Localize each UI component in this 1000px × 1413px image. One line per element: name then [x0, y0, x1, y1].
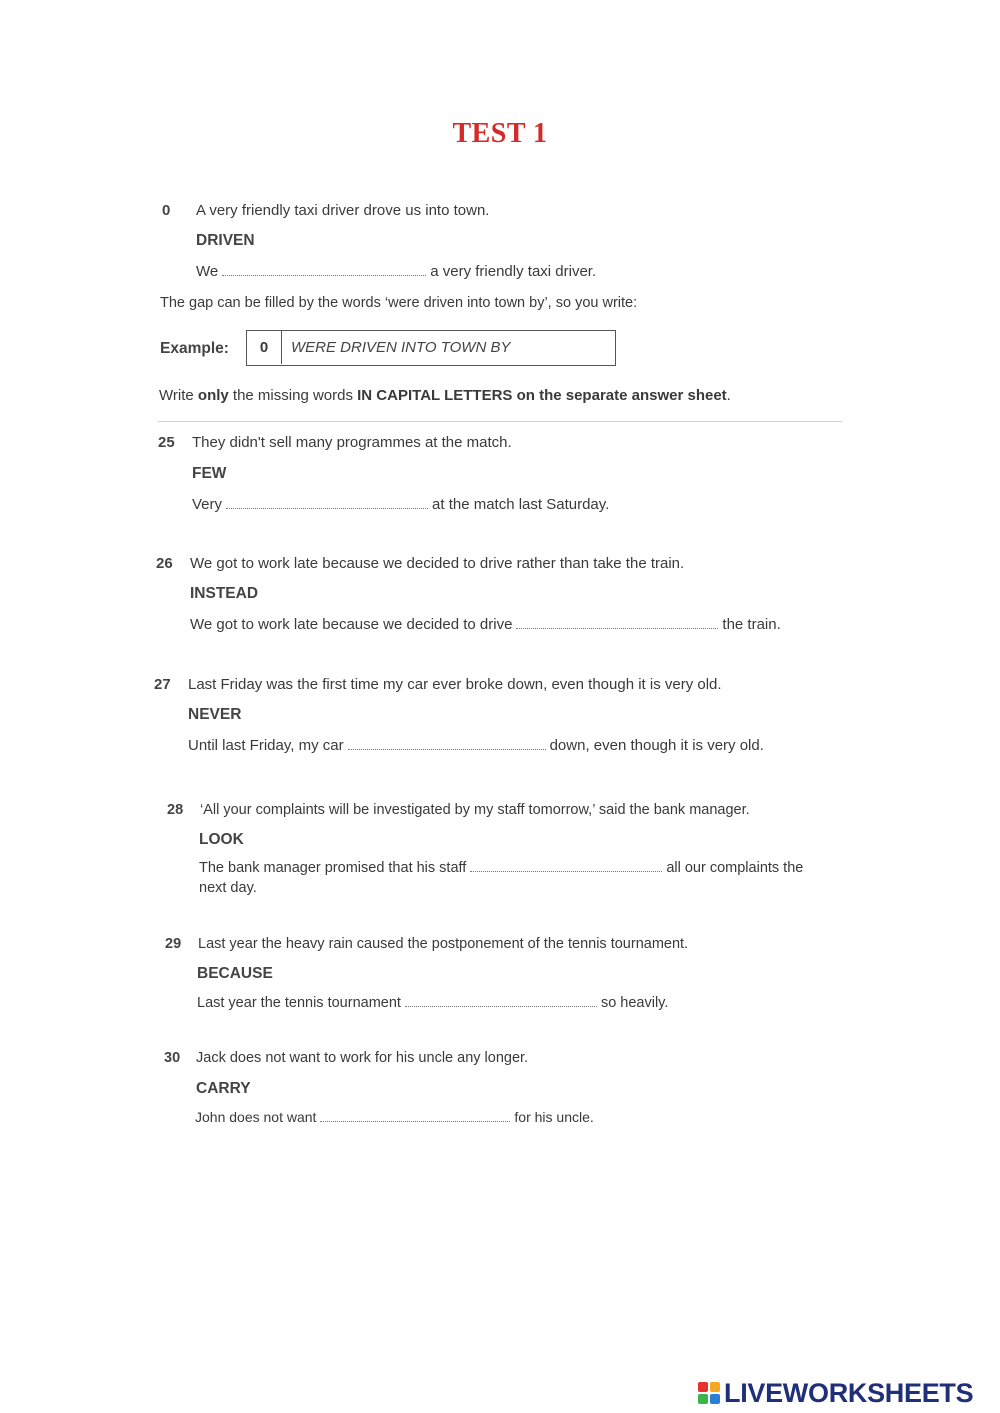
- question-sentence: We got to work late because we decided to drive rather than take the train.: [190, 555, 685, 572]
- gap-after: at the match last Saturday.: [432, 496, 610, 513]
- gap-after: down, even though it is very old.: [549, 737, 764, 754]
- question-sentence: Jack does not want to work for his uncle any longer.: [196, 1050, 529, 1066]
- question-number: 28: [167, 802, 184, 818]
- answer-gap[interactable]: [405, 1005, 597, 1007]
- gap-before: Until last Friday, my car: [188, 737, 344, 754]
- question-gap-line: [192, 496, 609, 513]
- example-gap-dots: [222, 274, 426, 276]
- instruction-capitals: IN CAPITAL LETTERS on the separate answer sheet: [357, 387, 727, 404]
- gap-before: The bank manager promised that his staff: [199, 860, 467, 876]
- question-gap-line: [197, 995, 668, 1011]
- gap-before: John does not want: [195, 1109, 317, 1125]
- instruction-end: .: [726, 387, 731, 404]
- instruction-text-2: the missing words: [228, 387, 358, 404]
- question-number: 30: [164, 1050, 181, 1066]
- gap-before: We got to work late because we decided to drive: [190, 616, 513, 633]
- question-keyword: LOOK: [199, 831, 244, 848]
- logo-square: [698, 1382, 708, 1392]
- gap-after: the train.: [722, 616, 781, 633]
- gap-after: so heavily.: [600, 995, 669, 1011]
- example-answer-box: [246, 330, 616, 366]
- answer-gap[interactable]: [348, 748, 546, 750]
- example-label: Example:: [160, 340, 229, 357]
- example-keyword: DRIVEN: [196, 232, 255, 249]
- question-number: 25: [158, 434, 175, 451]
- question-keyword: BECAUSE: [197, 965, 273, 982]
- instruction: [159, 387, 731, 404]
- answer-gap[interactable]: [320, 1120, 510, 1122]
- answer-gap[interactable]: [226, 507, 428, 509]
- question-gap-line: [190, 616, 781, 633]
- question-keyword: INSTEAD: [190, 585, 259, 602]
- example-sentence: A very friendly taxi driver drove us into town.: [196, 202, 490, 219]
- question-gap-line: [199, 860, 803, 876]
- example-box-answer: WERE DRIVEN INTO TOWN BY: [291, 339, 511, 356]
- question-keyword: NEVER: [188, 706, 242, 723]
- question-number: 27: [154, 676, 171, 693]
- answer-gap[interactable]: [516, 627, 718, 629]
- question-sentence: ‘All your complaints will be investigated by my staff tomorrow,’ said the bank manager.: [200, 802, 750, 818]
- question-sentence: Last Friday was the first time my car ever broke down, even though it is very old.: [188, 676, 722, 693]
- example-number: 0: [162, 202, 171, 219]
- instruction-only: only: [197, 387, 229, 404]
- logo-text: LIVEWORKSHEETS: [724, 1377, 974, 1408]
- gap-before: Very: [192, 496, 223, 513]
- gap-after: for his uncle.: [514, 1109, 594, 1125]
- gap-after: all our complaints the: [666, 860, 804, 876]
- example-box-number: 0: [247, 331, 282, 364]
- page-title: TEST 1: [452, 118, 548, 149]
- instruction-text: Write: [159, 387, 198, 404]
- example-gap-line: [196, 263, 596, 280]
- question-gap-continuation: next day.: [199, 880, 257, 896]
- example-gap-before: We: [196, 263, 219, 280]
- example-explanation: The gap can be filled by the words ‘were driven into town by’, so you write:: [160, 295, 638, 311]
- question-number: 29: [165, 936, 182, 952]
- question-sentence: Last year the heavy rain caused the postponement of the tennis tournament.: [198, 936, 689, 952]
- liveworksheets-logo[interactable]: [698, 1378, 973, 1408]
- example-gap-after: a very friendly taxi driver.: [430, 263, 597, 280]
- logo-square: [710, 1394, 720, 1404]
- question-number: 26: [156, 555, 173, 572]
- divider: [158, 421, 842, 422]
- question-gap-line: [188, 737, 764, 754]
- gap-before: Last year the tennis tournament: [197, 995, 401, 1011]
- logo-icon: [698, 1382, 720, 1404]
- question-keyword: FEW: [192, 465, 227, 482]
- logo-square: [698, 1394, 708, 1404]
- question-gap-line: [195, 1109, 594, 1125]
- question-sentence: They didn't sell many programmes at the match.: [192, 434, 512, 451]
- logo-square: [710, 1382, 720, 1392]
- question-keyword: CARRY: [196, 1080, 251, 1097]
- answer-gap[interactable]: [470, 870, 662, 872]
